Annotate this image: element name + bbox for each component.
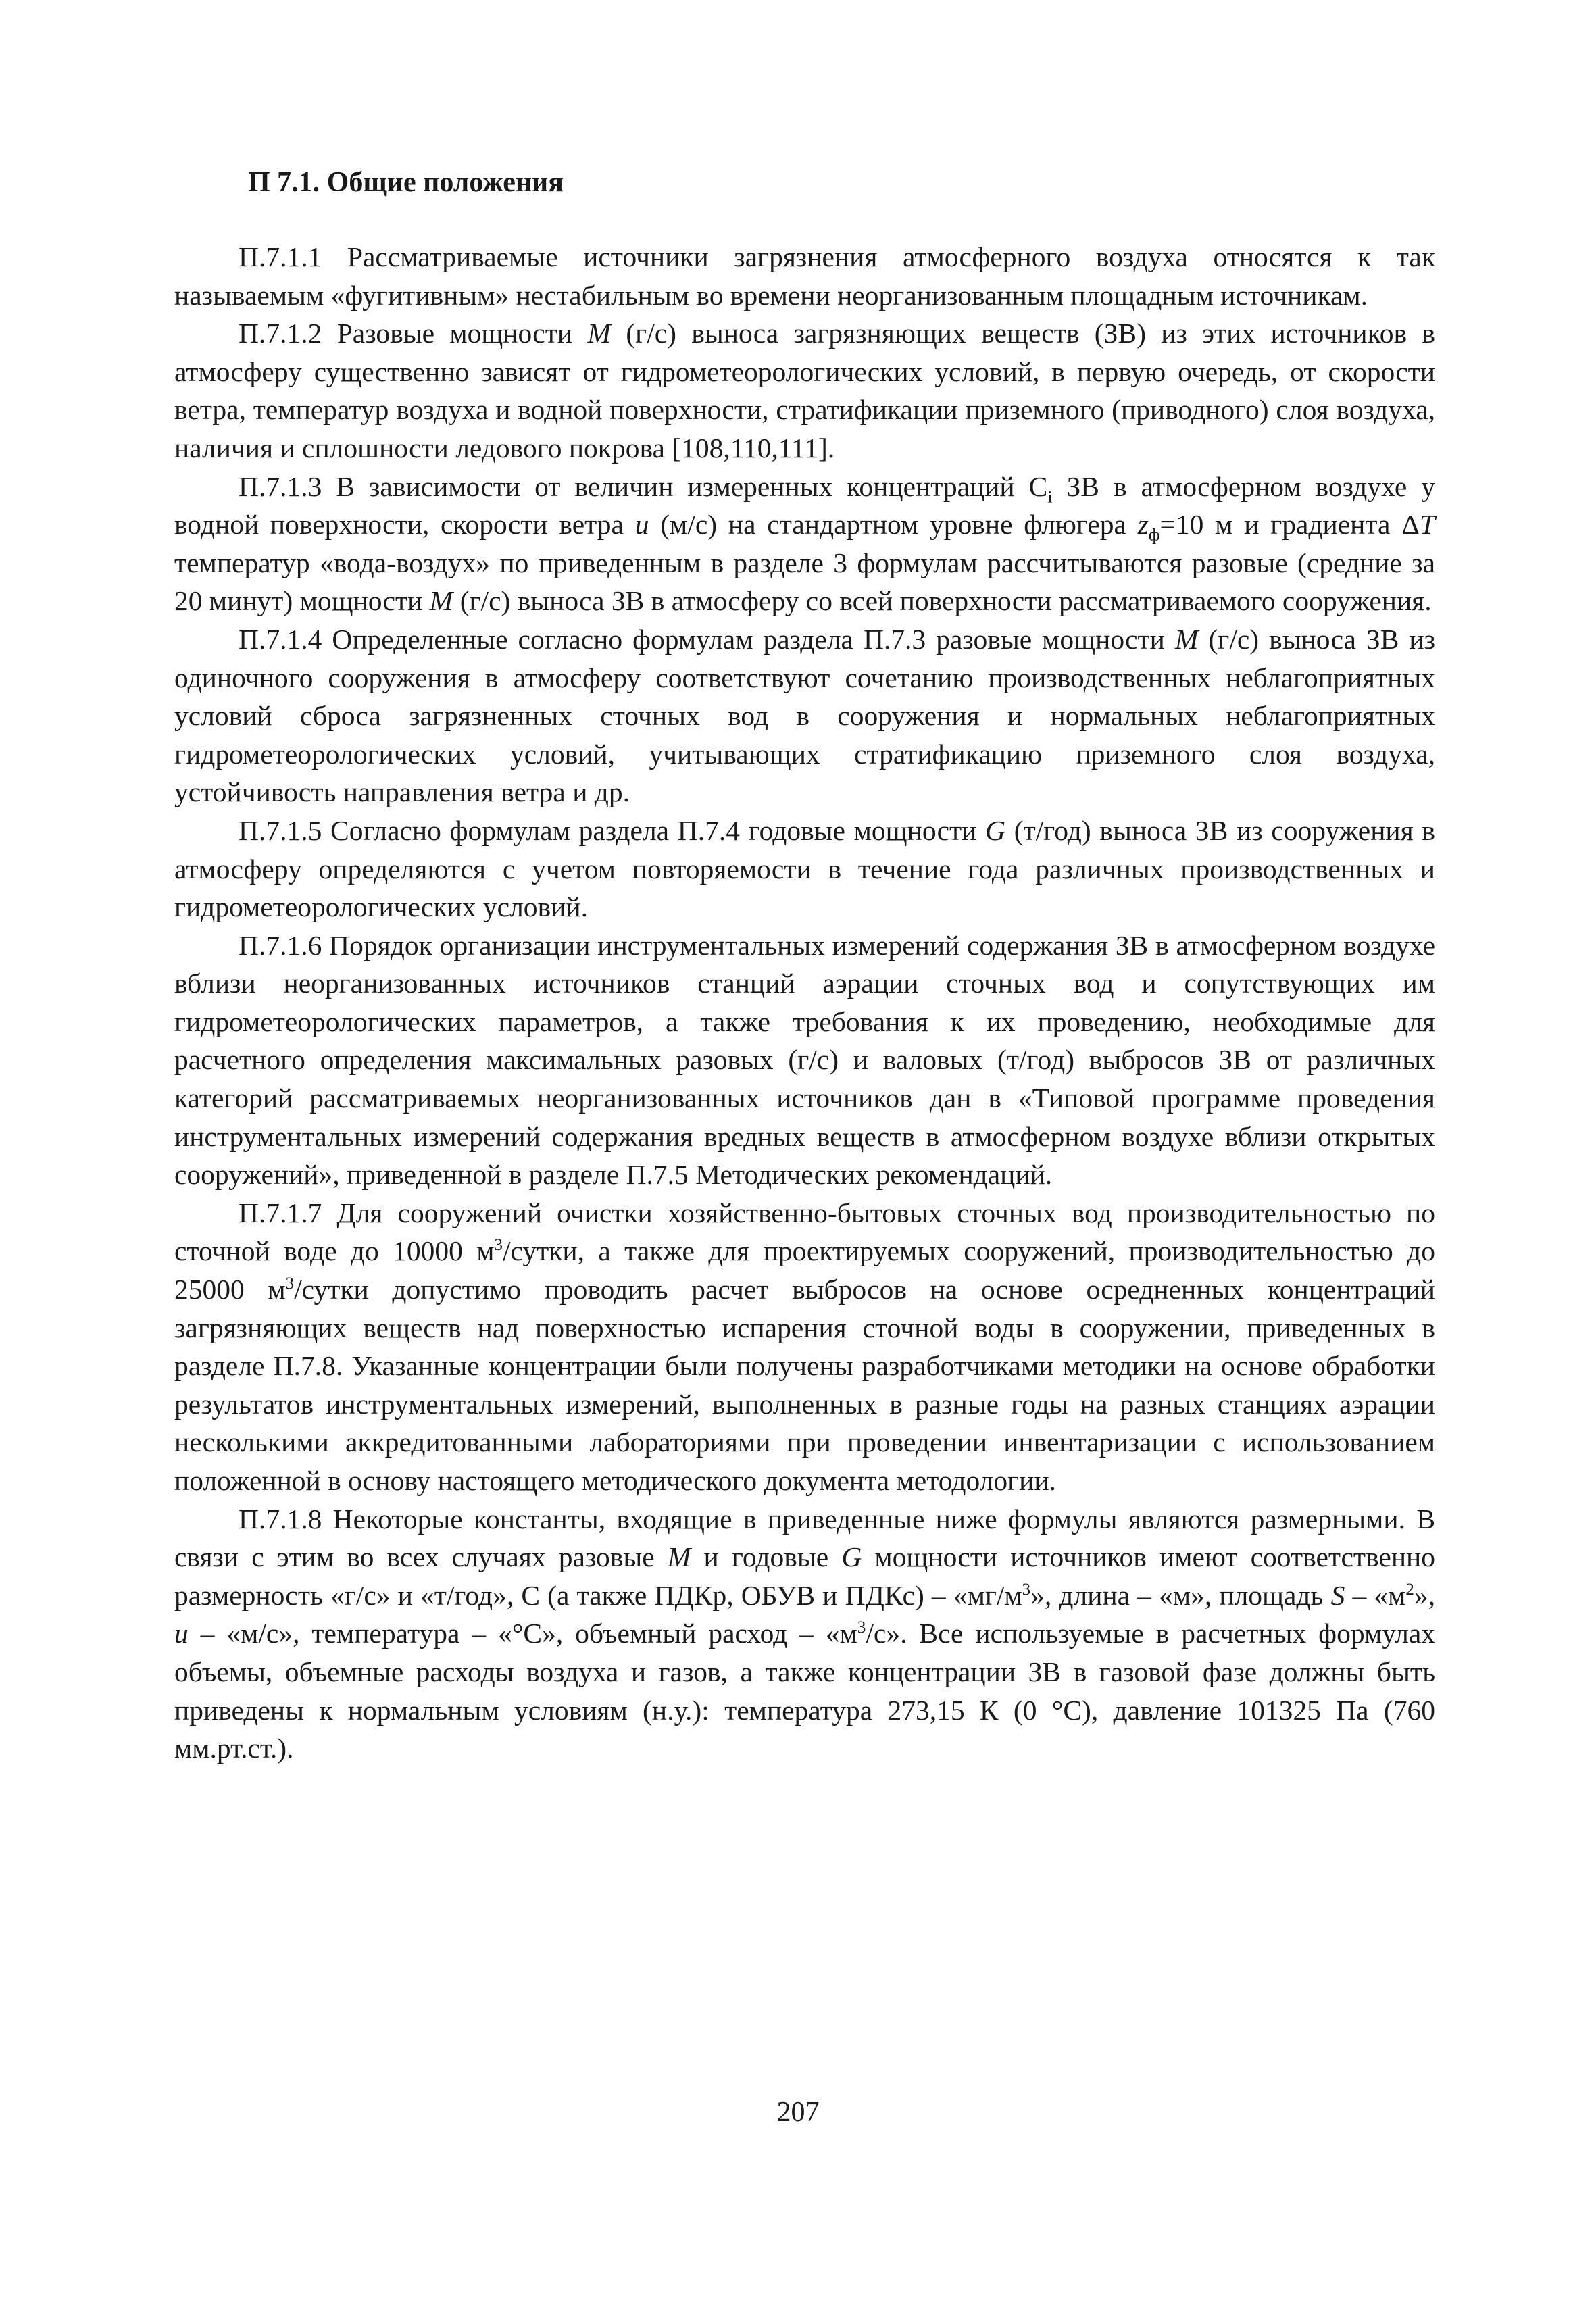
superscript-3: 3 xyxy=(1022,1580,1031,1599)
symbol-t: T xyxy=(1419,509,1435,541)
body-text xyxy=(174,238,1435,1768)
symbol-m: M xyxy=(1174,623,1199,655)
superscript-3: 3 xyxy=(857,1618,866,1637)
superscript-3: 3 xyxy=(494,1236,503,1255)
paragraph-7-1-3: П.7.1.3 В зависимости от величин измеренных концентраций $С_i$ ЗВ в атмосферном воздухе у водной поверхности, скорости ветра u (м/с) на стандартном уровне флюгера $z_ф=10$ м и градиента ΔT температур «вода-воздух» по приведенным в разделе 3 формулам рассчитываются разовые (средние за 20 минут) мощности M (г/с) выноса ЗВ в атмосферу со всей поверхности рассматриваемого сооружения. xyxy=(174,470,1435,617)
symbol-m: M xyxy=(587,318,611,349)
symbol-g: G xyxy=(841,1541,862,1573)
paragraph-7-1-4: П.7.1.4 Определенные согласно формулам раздела П.7.3 разовые мощности M (г/с) выноса ЗВ из одиночного сооружения в атмосферу соответствуют сочетанию производственных неблагоприятных условий сброса загрязненных сточных вод в сооружения и нормальных неблагоприятных гидрометеорологических условий, учитывающих стратификацию приземного слоя воздуха, устойчивость направления ветра и др. xyxy=(174,623,1436,808)
subscript-i: i xyxy=(1047,486,1053,506)
subscript-f: ф xyxy=(1148,524,1160,545)
superscript-3: 3 xyxy=(285,1274,295,1293)
symbol-s: S xyxy=(1330,1579,1345,1611)
symbol-u: u xyxy=(174,1618,189,1649)
symbol-z: z xyxy=(1137,509,1149,541)
paragraph-7-1-8: П.7.1.8 Некоторые константы, входящие в приведенные ниже формулы являются размерными. В связи с этим во всех случаях разовые M и годовые G мощности источников имеют соответственно размерность «г/с» и «т/год», С (а также ПДКр, ОБУВ и ПДКс) – «$мг/м^3$», длина – «м», площадь S – «$м^2$», u – «м/с», температура – «°С», объемный расход – «$м^3/с$». Все используемые в расчетных формулах объемы, объемные расходы воздуха и газов, а также концентрации ЗВ в газовой фазе должны быть приведены к нормальным условиям (н.у.): температура 273,15 К (0 °С), давление 101325 Па (760 мм.рт.ст.). xyxy=(174,1503,1436,1764)
symbol-u: u xyxy=(634,509,649,541)
paragraph-7-1-6: П.7.1.6 Порядок организации инструментальных измерений содержания ЗВ в атмосферном воздухе вблизи неорганизованных источников станций аэрации сточных вод и сопутствующих им гидрометеорологических параметров, а также требования к их проведению, необходимые для расчетного определения максимальных разовых (г/с) и валовых (т/год) выбросов ЗВ от различных категорий рассматриваемых неорганизованных источников дан в «Типовой программе проведения инструментальных измерений содержания вредных веществ в атмосферном воздухе вблизи открытых сооружений», приведенной в разделе П.7.5 Методических рекомендаций. xyxy=(174,929,1435,1191)
symbol-g: G xyxy=(985,814,1006,846)
paragraph-7-1-5: П.7.1.5 Согласно формулам раздела П.7.4 годовые мощности G (т/год) выноса ЗВ из сооружения в атмосферу определяются с учетом повторяемости в течение года различных производственных и гидрометеорологических условий. xyxy=(174,814,1436,923)
symbol-m: M xyxy=(429,585,453,617)
paragraph-7-1-2: П.7.1.2 Разовые мощности M (г/с) выноса загрязняющих веществ (ЗВ) из этих источников в атмосферу существенно зависят от гидрометеорологических условий, в первую очередь, от скорости ветра, температур воздуха и водной поверхности, стратификации приземного (приводного) слоя воздуха, наличия и сплошности ледового покрова [108,110,111]. xyxy=(174,318,1435,464)
section-heading: П 7.1. Общие положения xyxy=(248,167,564,198)
symbol-m: M xyxy=(667,1541,691,1573)
paragraph-7-1-1: П.7.1.1 Рассматриваемые источники загрязнения атмосферного воздуха относятся к так называемым «фугитивным» нестабильным во времени неорганизованным площадным источникам. xyxy=(174,241,1435,311)
superscript-2: 2 xyxy=(1405,1580,1414,1599)
page-number: 207 xyxy=(776,2097,820,2128)
paragraph-7-1-7: П.7.1.7 Для сооружений очистки хозяйственно-бытовых сточных вод производительностью по сточной воде до 10000 $м^3$/сутки, а также для проектируемых сооружений, производительностью до 25000 $м^3$/сутки допустимо проводить расчет выбросов на основе осредненных концентраций загрязняющих веществ над поверхностью испарения сточной воды в сооружении, приведенных в разделе П.7.8. Указанные концентрации были получены разработчиками методики на основе обработки результатов инструментальных измерений, выполненных в разные годы на разных станциях аэрации несколькими аккредитованными лабораториями при проведении инвентаризации с использованием положенной в основу настоящего методического документа методологии. xyxy=(174,1197,1435,1496)
